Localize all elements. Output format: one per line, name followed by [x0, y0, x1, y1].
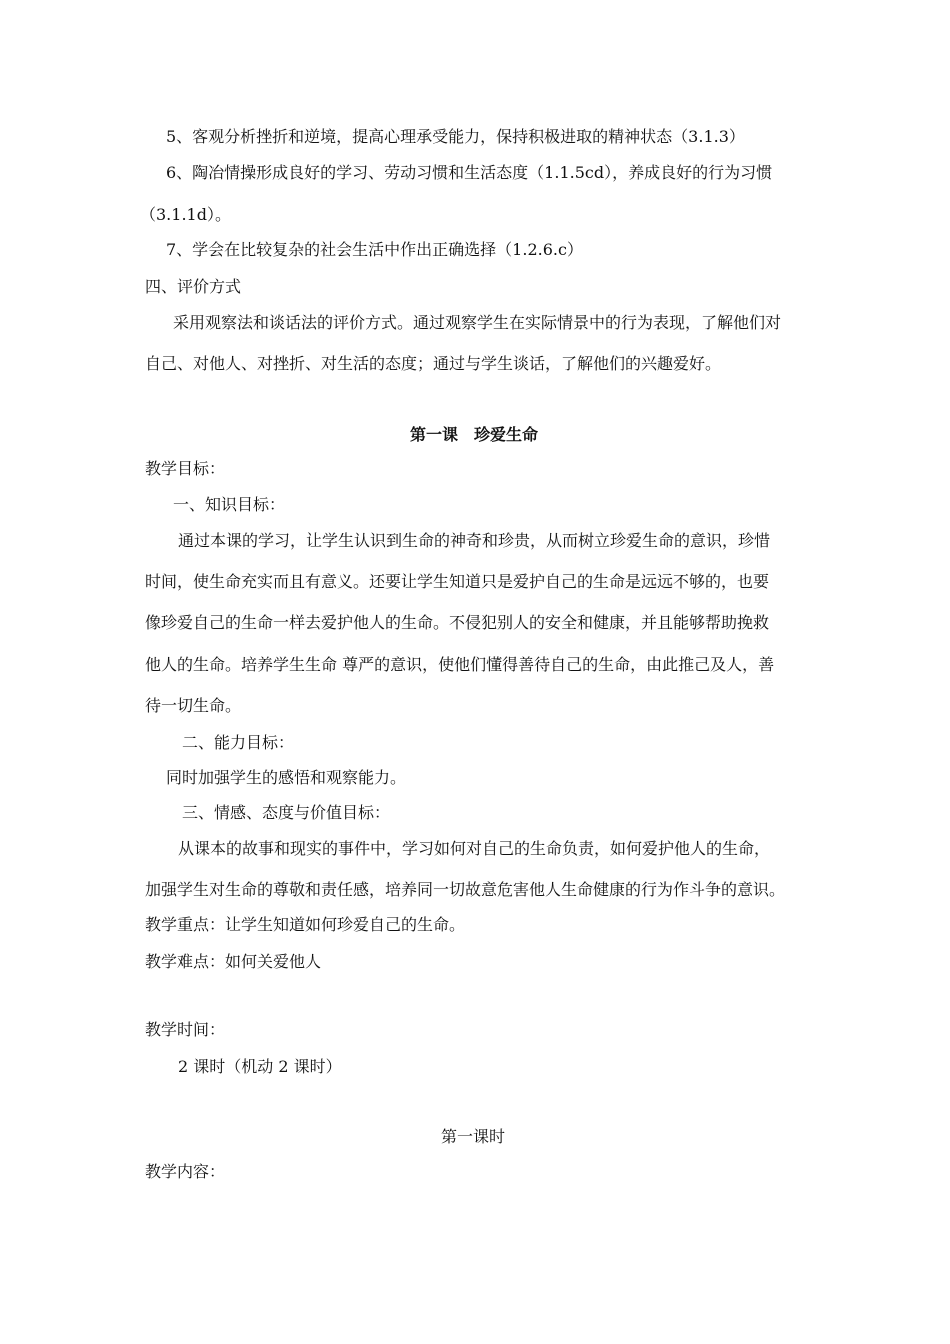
knowledge-line-5: 待一切生命。: [145, 696, 242, 715]
objective-item-6-line-1: 6、陶冶情操形成良好的学习、劳动习惯和生活态度（1.1.5cd），养成良好的行为习惯: [166, 163, 773, 182]
period-title: 第一课时: [441, 1127, 506, 1146]
teaching-key-point: 教学重点：让学生知道如何珍爱自己的生命。: [145, 915, 466, 934]
teaching-difficulty: 教学难点：如何关爱他人: [145, 952, 322, 971]
objective-item-5: 5、客观分析挫折和逆境，提高心理承受能力，保持积极进取的精神状态（3.1.3）: [166, 127, 745, 146]
knowledge-line-4: 他人的生命。培养学生生命 尊严的意识，使他们懂得善待自己的生命，由此推己及人，善: [145, 655, 775, 674]
lesson-title: 第一课 珍爱生命: [410, 425, 539, 444]
evaluation-paragraph-line-1: 采用观察法和谈话法的评价方式。通过观察学生在实际情景中的行为表现，了解他们对: [173, 313, 782, 332]
objective-item-6-line-2: （3.1.1d）。: [140, 205, 231, 224]
evaluation-paragraph-line-2: 自己、对他人、对挫折、对生活的态度；通过与学生谈话，了解他们的兴趣爱好。: [145, 354, 722, 373]
knowledge-line-3: 像珍爱自己的生命一样去爱护他人的生命。不侵犯别人的安全和健康，并且能够帮助挽救: [145, 613, 770, 632]
evaluation-heading: 四、评价方式: [145, 277, 242, 296]
teaching-time-label: 教学时间：: [145, 1020, 226, 1039]
emotion-line-1: 从课本的故事和现实的事件中，学习如何对自己的生命负责，如何爱护他人的生命，: [178, 839, 771, 858]
objective-item-7: 7、学会在比较复杂的社会生活中作出正确选择（1.2.6.c）: [166, 240, 583, 259]
emotion-line-2: 加强学生对生命的尊敬和责任感，培养同一切故意危害他人生命健康的行为作斗争的意识。: [145, 880, 786, 899]
teaching-goals-label: 教学目标：: [145, 459, 226, 478]
knowledge-line-1: 通过本课的学习，让学生认识到生命的神奇和珍贵，从而树立珍爱生命的意识，珍惜: [178, 531, 771, 550]
knowledge-line-2: 时间，使生命充实而且有意义。还要让学生知道只是爱护自己的生命是远远不够的，也要: [145, 572, 770, 591]
ability-goals-heading: 二、能力目标：: [182, 733, 295, 752]
knowledge-goals-heading: 一、知识目标：: [173, 495, 286, 514]
teaching-time-value: 2 课时（机动 2 课时）: [178, 1057, 342, 1076]
emotion-goals-heading: 三、情感、态度与价值目标：: [182, 803, 391, 822]
ability-line-1: 同时加强学生的感悟和观察能力。: [166, 768, 407, 787]
teaching-content-label: 教学内容：: [145, 1162, 226, 1181]
